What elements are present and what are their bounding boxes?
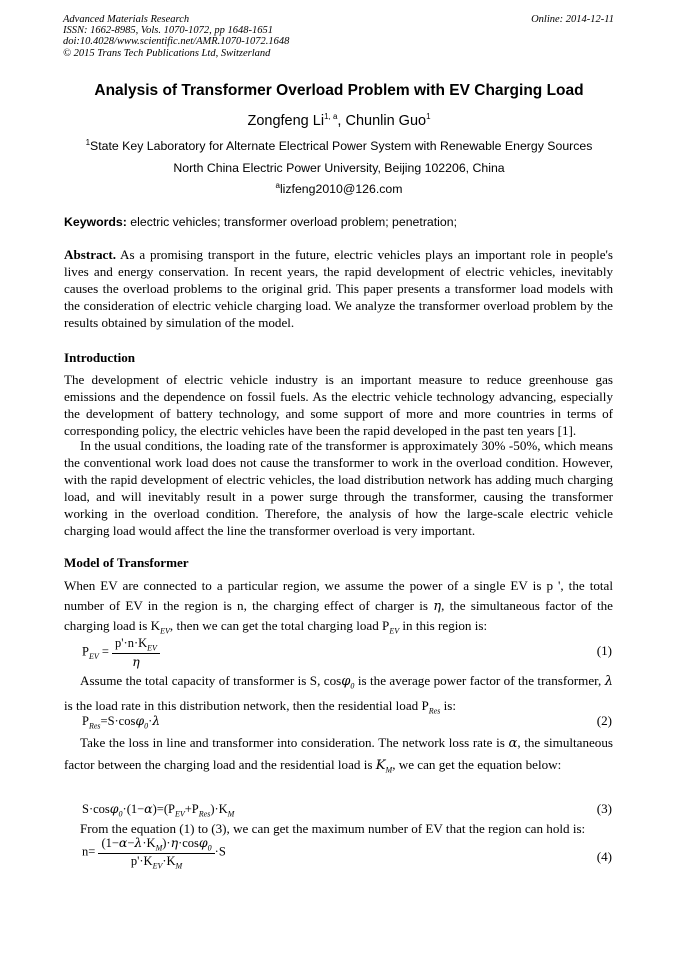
paper-title: Analysis of Transformer Overload Problem with EV Charging Load [94,82,584,99]
author-affil-sup: 1, a [324,112,338,122]
issn-line: ISSN: 1662-8985, Vols. 1070-1072, pp 1648-1651 [63,25,273,37]
model-paragraph: Assume the total capacity of transformer is S, cosφ$_0$ is the average power factor of the transformer, λ is the load rate in this distribution network, then the residential load $P_{Res}$ is: [64,673,613,716]
equation-3: $S\cdot\cos\varphi_0\cdot(1-\alpha)=(P_{EV}+P_{Res})\cdot K_M$ [82,801,235,819]
abstract-label: Abstract. [64,247,116,262]
text-run: is the average power factor of the transformer, [354,673,605,688]
author-name: Zongfeng Li [247,113,325,129]
email-line [0,182,678,196]
equation-number: (3) [596,801,612,816]
eta-symbol: η [433,598,442,614]
subscript: EV [389,626,400,636]
model-paragraph: From the equation (1) to (3), we can get the maximum number of EV that the region can hold is: [80,821,586,836]
affiliation-line: North China Electric Power University, Beijing 102206, China [173,161,505,175]
doi-line: doi:10.4028/www.scientific.net/AMR.1070-1072.1648 [63,36,290,48]
equation-4: n= $\frac{(1-\alpha-\lambda\cdot K_M)\cdot\eta\cdot\cos\varphi_0}{p'\cdot K_{EV}\cdot K_M}$ ·S [82,835,226,870]
equation-2: $P_{Res}=S\cdot\cos\varphi_0\cdot\lambda$ [82,713,161,731]
affil-sup: 1 [85,137,91,147]
text-run: When EV are connected to a particular region, we assume the power of a single EV is p ', the total number of EV in the region is n, the charging effect of charger is [64,578,613,613]
section-heading: Introduction [64,350,136,365]
email-sup: a [275,180,280,190]
model-paragraph: When EV are connected to a particular region, we assume the power of a single EV is p ', the total number of EV in the region is n, the charging effect of charger is η, the simultaneous factor of the charging load is $K_{EV}$, then we can get the total charging load $P_{EV}$ in this region is: [64,578,613,636]
keywords-text: electric vehicles; transformer overload problem; penetration; [126,215,457,229]
journal-name: Advanced Materials Research [63,14,190,25]
online-date: Online: 2014-12-11 [531,14,614,25]
equation-number: (2) [596,713,612,728]
text-run: is the load rate in this distribution network, then the residential load [64,698,422,714]
author-separator: , [337,113,346,129]
subscript: EV [160,626,170,636]
email-link[interactable]: lizfeng2010@126.com [279,182,403,196]
equation-number: (4) [596,849,612,864]
keywords [64,215,457,229]
text-run: in this region is: [399,618,488,633]
keywords-label: Keywords: [64,215,127,229]
text-run: , the simultaneous factor of the charging load is [64,597,613,633]
affiliation-line [0,139,678,153]
text-run: , we can get the equation below: [392,756,562,772]
text-run: , then we can get the total charging load [169,618,383,633]
author-name: Chunlin Guo [345,113,427,129]
text-run: is: [440,698,456,714]
text-run: Take the loss in line and transformer into consideration. The network loss rate is [80,735,509,750]
abstract [64,246,613,331]
equation-number: (1) [596,643,612,658]
affil-text: State Key Laboratory for Alternate Electrical Power System with Renewable Energy Sources [90,139,593,153]
section-heading: Model of Transformer [64,555,189,570]
abstract-text: As a promising transport in the future, electric vehicles plays an important role in people's lives and energy conservation. In recent years, the rapid development of electric vehicles, inevitably causes the overload problems to the original grid. This paper presents a transformer load models with the consideration of electric vehicle charging load. We analyze the transformer overload problem by the results obtained by simulation of the model. [64,247,613,331]
author-affil-sup: 1 [426,112,431,122]
intro-paragraph: The development of electric vehicle industry is an important measure to reduce greenhouse gas emissions and the dependence on fossil fuels. As the electric vehicle technology advancing, especially the development of battery technology, and some support of more and more countries in terms of corresponding policy, the electric vehicles have been the rapid developed in the past ten years [1]. [64,372,613,439]
author-line [0,113,678,129]
journal-metadata [63,14,289,59]
text-run: Assume the total capacity of transformer is S, [80,673,324,688]
alpha-symbol: α [508,736,518,751]
lambda-symbol: λ [604,674,613,689]
text-run: , the simultaneous factor between the charging load and the residential load is [64,735,613,772]
model-paragraph: Take the loss in line and transformer into consideration. The network loss rate is α, the simultaneous factor between the charging load and the residential load is $K_M$, we can get the equation below: [64,735,613,775]
copyright-line: © 2015 Trans Tech Publications Ltd, Switzerland [63,47,271,59]
intro-paragraph: In the usual conditions, the loading rate of the transformer is approximately 30% -50%, which means the conventional work load does not cause the transformer to work in the overload condition. However, with the rapid development of electric vehicles, the load distribution network has adding much charging load, and will inevitably result in a power surge through the transformer, causing the transformer working in the overload condition. Therefore, the analysis of how the large-scale electric vehicle charging load would affect the line the transformer overload is very important. [64,438,613,539]
equation-1: $P_{EV}$ = $\frac{p'\cdot n\cdot K_{EV}}{\eta}$ [82,636,160,670]
